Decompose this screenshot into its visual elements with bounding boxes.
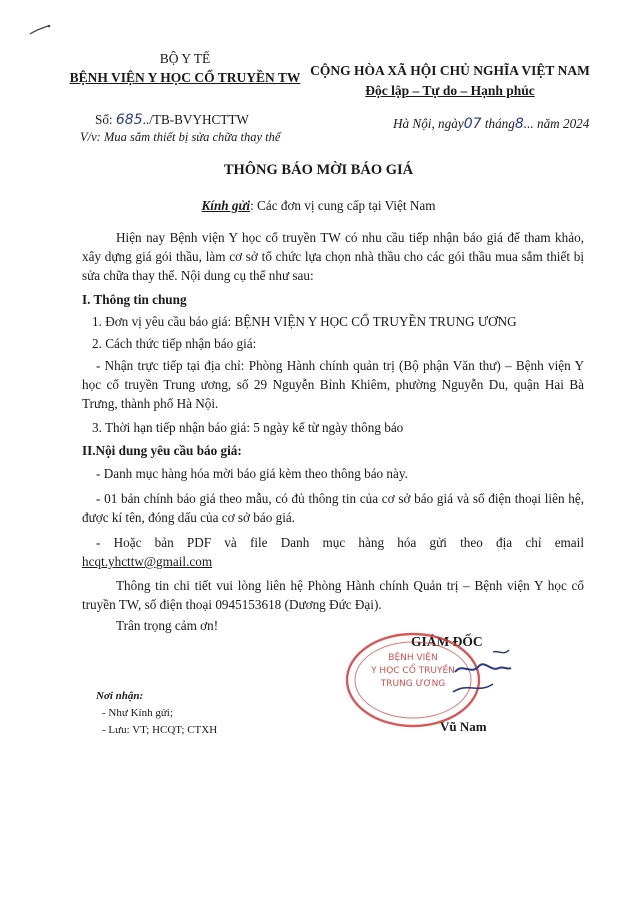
recipient-line: - Lưu: VT; HCQT; CTXH — [102, 724, 218, 736]
handwritten-month: 8 — [514, 116, 524, 132]
closing-line: Trân trọng cảm ơn! — [116, 618, 219, 633]
signature-role: GIÁM ĐỐC — [411, 634, 483, 649]
stamp-text: BỆNH VIỆN Y HỌC CỔ TRUYỀN TRUNG ƯƠNG — [371, 653, 455, 689]
signature-name: Vũ Nam — [440, 719, 487, 734]
national-motto: Độc lập – Tự do – Hạnh phúc — [365, 83, 535, 98]
section-2-item-3: - Hoặc bản PDF và file Danh mục hàng hóa gửi theo địa chỉ email — [96, 535, 584, 550]
document-number: Số: 685../TB-BVYHCTTW — [95, 112, 249, 128]
ministry-name: BỘ Y TẾ — [159, 51, 211, 66]
hospital-name: BỆNH VIỆN Y HỌC CỔ TRUYỀN TW — [69, 70, 301, 85]
email-address: hcqt.yhcttw@gmail.com — [82, 554, 213, 569]
official-stamp — [343, 632, 513, 732]
country-name: CỘNG HÒA XÃ HỘI CHỦ NGHĨA VIỆT NAM — [310, 63, 590, 78]
section-1-heading: I. Thông tin chung — [82, 292, 187, 307]
section-1-item-2: 2. Cách thức tiếp nhận báo giá: — [92, 336, 257, 351]
document-title: THÔNG BÁO MỜI BÁO GIÁ — [223, 162, 414, 178]
handwritten-doc-no: 685 — [115, 112, 143, 128]
section-2-item-2: - 01 bản chính báo giá theo mẫu, có đủ thông tin của cơ sở báo giá và số điện thoại liên hệ, được kí tên, đóng dấu của cơ sở báo giá. — [82, 491, 584, 525]
greeting: Kính gửi: Các đơn vị cung cấp tại Việt Nam — [201, 198, 436, 213]
header-left — [55, 50, 315, 87]
header-right — [300, 62, 600, 100]
section-1-item-1: 1. Đơn vị yêu cầu báo giá: BỆNH VIỆN Y HỌC CỔ TRUYỀN TRUNG ƯƠNG — [92, 314, 517, 329]
intro-paragraph: Hiện nay Bệnh viện Y học cổ truyền TW có nhu cầu tiếp nhận báo giá để tham khảo, xây dựng giá gói thầu, làm cơ sở tổ chức lựa chọn nhà thầu cho các gói thầu mua sắm thiết bị sửa chữa thay thế. Nội dung cụ thể như sau: — [82, 230, 584, 283]
scan-mark-icon — [28, 22, 52, 38]
recipients-heading: Nơi nhận: — [96, 690, 144, 702]
section-1-item-3: 3. Thời hạn tiếp nhận báo giá: 5 ngày kể từ ngày thông báo — [92, 420, 404, 435]
recipient-line: - Như Kính gửi; — [102, 707, 173, 719]
document-date: Hà Nội, ngày07 tháng8... năm 2024 — [393, 116, 590, 132]
section-2-item-1: - Danh mục hàng hóa mời báo giá kèm theo thông báo này. — [96, 466, 408, 481]
section-2-heading: II.Nội dung yêu cầu báo giá: — [82, 443, 242, 458]
document-subject: V/v: Mua sắm thiết bị sửa chữa thay thế — [80, 130, 281, 144]
handwritten-day: 07 — [463, 116, 482, 132]
contact-paragraph: Thông tin chi tiết vui lòng liên hệ Phòng Hành chính Quản trị – Bệnh viện Y học cổ truyền TW, số điện thoại 0945153618 (Dương Đức Đại). — [82, 578, 584, 612]
section-1-item-2-detail: - Nhận trực tiếp tại địa chỉ: Phòng Hành chính quản trị (Bộ phận Văn thư) – Bệnh viện Y học cổ truyền Trung ương, số 29 Nguyễn Bỉnh Khiêm, phường Nguyễn Du, quận Hai Bà Trưng, thành phố Hà Nội. — [82, 358, 584, 411]
